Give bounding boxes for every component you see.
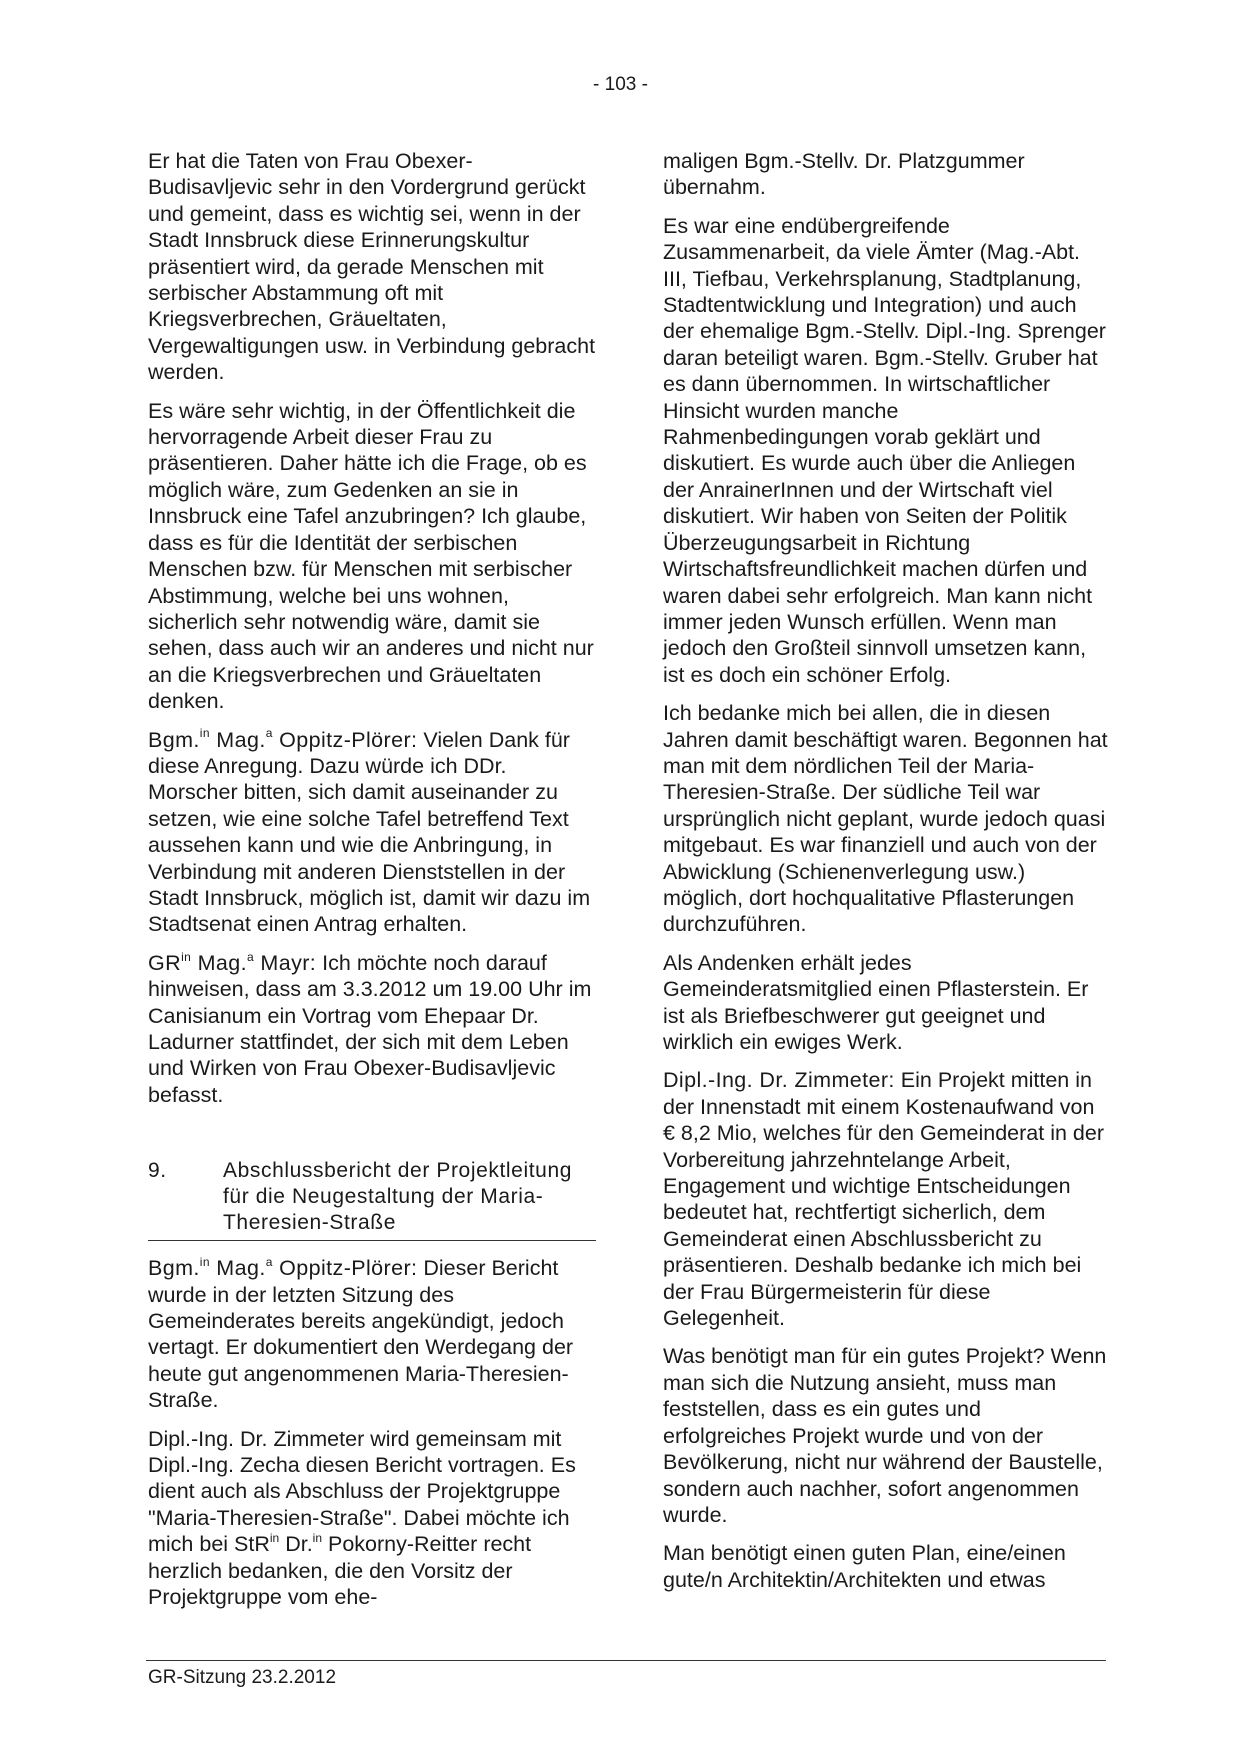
- paragraph: Ich bedanke mich bei allen, die in diesen Jahren damit beschäftigt waren. Begonnen hat man mit dem nördlichen Teil der Maria-Theresien-Straße. Der südliche Teil war ursprünglich nicht geplant, wurde jedoch quasi mitgebaut. Es war finanziell und auch von der Abwicklung (Schienenverlegung usw.) möglich, dort hochqualitative Pflasterungen durchzuführen.: [663, 701, 1108, 937]
- speaker-name: $GR^{in}$ Mag.$^a$ Mayr:: [148, 949, 317, 975]
- right-column: [663, 148, 1109, 1605]
- page-number: - 103 -: [593, 74, 648, 95]
- speaker-name: Dipl.-Ing. Dr. Zimmeter:: [663, 1068, 895, 1093]
- section-heading: [148, 1158, 596, 1241]
- paragraph: Dipl.-Ing. Dr. Zimmeter wird gemeinsam mit Dipl.-Ing. Zecha diesen Bericht vortragen. Es dient auch als Abschluss der Projektgruppe "Maria-Theresien-Straße". Dabei möchte ich mich bei StR$^{in}$ Dr.$^{in}$ Pokorny-Reitter recht herzlich bedanken, die den Vorsitz der Projektgruppe vom ehe-: [148, 1426, 576, 1610]
- paragraph: Dipl.-Ing. Dr. Zimmeter: Ein Projekt mitten in der Innenstadt mit einem Kostenaufwand von € 8,2 Mio, welches für den Gemeinderat in der Vorbereitung jahrzehntelange Arbeit, Engagement und wichtige Entscheidungen bedeutet hat, rechtfertigt sicherlich, dem Gemeinderat einen Abschlussbericht zu präsentieren. Deshalb bedanke ich mich bei der Frau Bürgermeisterin für diese Gelegenheit.: [663, 1068, 1104, 1331]
- paragraph: Als Andenken erhält jedes Gemeinderatsmitglied einen Pflasterstein. Er ist als Briefbeschwerer gut geeignet und wirklich ein ewiges Werk.: [663, 950, 1089, 1054]
- paragraph: maligen Bgm.-Stellv. Dr. Platzgummer übernahm.: [663, 149, 1025, 200]
- section-title: Abschlussbericht der Projektleitung für die Neugestaltung der Maria-Theresien-Straße: [223, 1159, 573, 1235]
- paragraph: Er hat die Taten von Frau Obexer-Budisavljevic sehr in den Vordergrund gerückt und gemeint, dass es wichtig sei, wenn in der Stadt Innsbruck diese Erinnerungskultur präsentiert wird, da gerade Menschen mit serbischer Abstammung oft mit Kriegsverbrechen, Gräueltaten, Vergewaltigungen usw. in Verbindung gebracht werden.: [148, 149, 596, 385]
- left-column: [148, 148, 596, 1623]
- paragraph: Man benötigt einen guten Plan, eine/einen gute/n Architektin/Architekten und etwas: [663, 1541, 1066, 1592]
- paragraph: Es wäre sehr wichtig, in der Öffentlichkeit die hervorragende Arbeit dieser Frau zu präsentieren. Daher hätte ich die Frage, ob es möglich wäre, zum Gedenken an sie in Innsbruck eine Tafel anzubringen? Ich glaube, dass es für die Identität der serbischen Menschen bzw. für Menschen mit serbischer Abstimmung, welche bei uns wohnen, sicherlich sehr notwendig wäre, damit sie sehen, dass auch wir an anderes und nicht nur an die Kriegsverbrechen und Gräueltaten denken.: [148, 398, 594, 714]
- section-number: 9.: [148, 1159, 167, 1183]
- footer-divider: [146, 1660, 1106, 1661]
- paragraph: Es war eine endübergreifende Zusammenarbeit, da viele Ämter (Mag.-Abt. III, Tiefbau, Verkehrsplanung, Stadtplanung, Stadtentwicklung und Integration) und auch der ehemalige Bgm.-Stellv. Dipl.-Ing. Sprenger daran beteiligt waren. Bgm.-Stellv. Gruber hat es dann übernommen. In wirtschaftlicher Hinsicht wurden manche Rahmenbedingungen vorab geklärt und diskutiert. Es wurde auch über die Anliegen der AnrainerInnen und der Wirtschaft viel diskutiert. Wir haben von Seiten der Politik Überzeugungsarbeit in Richtung Wirtschaftsfreundlichkeit machen dürfen und waren dabei sehr erfolgreich. Man kann nicht immer jeden Wunsch erfüllen. Wenn man jedoch den Großteil sinnvoll umsetzen kann, ist es doch ein schöner Erfolg.: [663, 213, 1106, 687]
- paragraph: Bgm.$^{in}$ Mag.$^a$ Oppitz-Plörer: Vielen Dank für diese Anregung. Dazu würde ich DDr. Morscher bitten, sich damit auseinander zu setzen, wie eine solche Tafel betreffend Text aussehen kann und wie die Anbringung, in Verbindung mit anderen Dienststellen in der Stadt Innsbruck, möglich ist, damit wir dazu im Stadtsenat einen Antrag erhalten.: [148, 726, 591, 937]
- paragraph: Bgm.$^{in}$ Mag.$^a$ Oppitz-Plörer: Dieser Bericht wurde in der letzten Sitzung des Gemeinderates bereits angekündigt, jedoch vertagt. Er dokumentiert den Werdegang der heute gut angenommenen Maria-Theresien-Straße.: [148, 1255, 574, 1413]
- speaker-name: Bgm.$^{in}$ Mag.$^a$ Oppitz-Plörer:: [148, 726, 418, 752]
- speaker-name: Bgm.$^{in}$ Mag.$^a$ Oppitz-Plörer:: [148, 1255, 418, 1281]
- paragraph: Was benötigt man für ein gutes Projekt? Wenn man sich die Nutzung ansieht, muss man feststellen, dass es ein gutes und erfolgreiches Projekt wurde und von der Bevölkerung, nicht nur während der Baustelle, sondern auch nachher, sofort angenommen wurde.: [663, 1344, 1107, 1527]
- paragraph: $GR^{in}$ Mag.$^a$ Mayr: Ich möchte noch darauf hinweisen, dass am 3.3.2012 um 19.00 Uhr im Canisianum ein Vortrag vom Ehepaar Dr. Ladurner stattfindet, der sich mit dem Leben und Wirken von Frau Obexer-Budisavljevic befasst.: [148, 949, 592, 1107]
- footer: GR-Sitzung 23.2.2012: [148, 1667, 337, 1688]
